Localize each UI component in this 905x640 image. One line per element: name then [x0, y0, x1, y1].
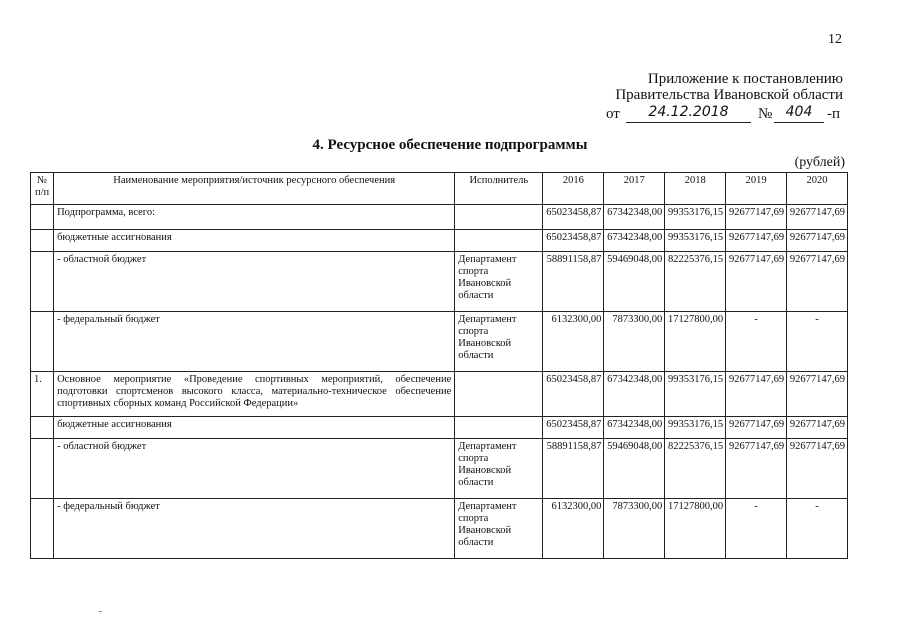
table-row: [31, 205, 848, 230]
cell-executor: Департамент спорта Ивановской области: [455, 499, 543, 559]
decree-date: 24.12.2018: [626, 104, 751, 123]
cell-no: [31, 417, 54, 439]
header-no: № п/п: [31, 173, 54, 205]
number-suffix: -п: [827, 106, 841, 122]
cell-v2018: 99353176,15: [665, 205, 726, 230]
cell-name: - областной бюджет: [54, 252, 455, 312]
scan-artifact: [99, 611, 102, 612]
cell-executor: [455, 417, 543, 439]
cell-no: [31, 312, 54, 372]
header-2018: 2018: [665, 173, 726, 205]
header-2019: 2019: [726, 173, 787, 205]
cell-executor: Департамент спорта Ивановской области: [455, 312, 543, 372]
cell-no: [31, 230, 54, 252]
cell-v2016: 65023458,87: [543, 372, 604, 417]
cell-v2017: 67342348,00: [604, 230, 665, 252]
cell-v2019: -: [726, 499, 787, 559]
cell-executor: Департамент спорта Ивановской области: [455, 439, 543, 499]
cell-v2017: 59469048,00: [604, 439, 665, 499]
cell-no: [31, 205, 54, 230]
table-row: [31, 439, 848, 499]
cell-v2016: 65023458,87: [543, 230, 604, 252]
resource-table: [30, 172, 848, 559]
cell-name: - областной бюджет: [54, 439, 455, 499]
cell-v2017: 67342348,00: [604, 205, 665, 230]
cell-v2016: 6132300,00: [543, 499, 604, 559]
table-row: [31, 499, 848, 559]
cell-name: Подпрограмма, всего:: [54, 205, 455, 230]
cell-v2018: 99353176,15: [665, 417, 726, 439]
cell-v2016: 58891158,87: [543, 252, 604, 312]
cell-executor: Департамент спорта Ивановской области: [455, 252, 543, 312]
cell-name: Основное мероприятие «Проведение спортивных мероприятий, обеспечение подготовки спортсменов высокого класса, материально-техническое обеспечение спортивных сборных команд Российской Федерации»: [54, 372, 455, 417]
table-row: [31, 312, 848, 372]
cell-executor: [455, 372, 543, 417]
cell-v2017: 7873300,00: [604, 499, 665, 559]
cell-v2018: 99353176,15: [665, 230, 726, 252]
document-title: 4. Ресурсное обеспечение подпрограммы: [312, 137, 588, 153]
cell-v2018: 82225376,15: [665, 252, 726, 312]
cell-v2019: 92677147,69: [726, 417, 787, 439]
header-executor: Исполнитель: [455, 173, 543, 205]
cell-v2019: 92677147,69: [726, 252, 787, 312]
header-2020: 2020: [787, 173, 848, 205]
header-2017: 2017: [604, 173, 665, 205]
cell-v2020: -: [787, 499, 848, 559]
table-row: [31, 417, 848, 439]
cell-v2018: 82225376,15: [665, 439, 726, 499]
cell-name: бюджетные ассигнования: [54, 417, 455, 439]
cell-no: 1.: [31, 372, 54, 417]
appendix-line-1: Приложение к постановлению: [647, 71, 843, 87]
page-number: 12: [828, 32, 842, 47]
cell-v2017: 67342348,00: [604, 417, 665, 439]
cell-v2017: 67342348,00: [604, 372, 665, 417]
cell-v2019: 92677147,69: [726, 439, 787, 499]
decree-reference: [606, 104, 846, 124]
cell-v2020: 92677147,69: [787, 439, 848, 499]
cell-v2018: 99353176,15: [665, 372, 726, 417]
number-label: №: [758, 106, 773, 122]
cell-v2020: -: [787, 312, 848, 372]
cell-v2017: 59469048,00: [604, 252, 665, 312]
cell-v2020: 92677147,69: [787, 205, 848, 230]
cell-name: бюджетные ассигнования: [54, 230, 455, 252]
cell-v2016: 6132300,00: [543, 312, 604, 372]
cell-no: [31, 252, 54, 312]
cell-v2020: 92677147,69: [787, 372, 848, 417]
cell-v2016: 65023458,87: [543, 205, 604, 230]
table-row: [31, 230, 848, 252]
header-2016: 2016: [543, 173, 604, 205]
cell-v2019: -: [726, 312, 787, 372]
cell-v2020: 92677147,69: [787, 417, 848, 439]
table-row: [31, 252, 848, 312]
cell-v2016: 65023458,87: [543, 417, 604, 439]
cell-v2016: 58891158,87: [543, 439, 604, 499]
cell-v2020: 92677147,69: [787, 252, 848, 312]
appendix-line-2: Правительства Ивановской области: [615, 87, 843, 103]
cell-v2020: 92677147,69: [787, 230, 848, 252]
cell-no: [31, 499, 54, 559]
cell-v2018: 17127800,00: [665, 499, 726, 559]
cell-name: - федеральный бюджет: [54, 312, 455, 372]
cell-v2019: 92677147,69: [726, 205, 787, 230]
header-name: Наименование мероприятия/источник ресурсного обеспечения: [54, 173, 455, 205]
cell-v2019: 92677147,69: [726, 230, 787, 252]
cell-v2018: 17127800,00: [665, 312, 726, 372]
decree-number: 404: [774, 104, 824, 123]
table-row: [31, 372, 848, 417]
from-label: от: [606, 106, 620, 122]
cell-no: [31, 439, 54, 499]
units-label: (рублей): [794, 155, 845, 170]
cell-v2017: 7873300,00: [604, 312, 665, 372]
cell-v2019: 92677147,69: [726, 372, 787, 417]
cell-name: - федеральный бюджет: [54, 499, 455, 559]
table-header-row: [31, 173, 848, 205]
cell-executor: [455, 230, 543, 252]
cell-executor: [455, 205, 543, 230]
appendix-block: [513, 71, 843, 103]
